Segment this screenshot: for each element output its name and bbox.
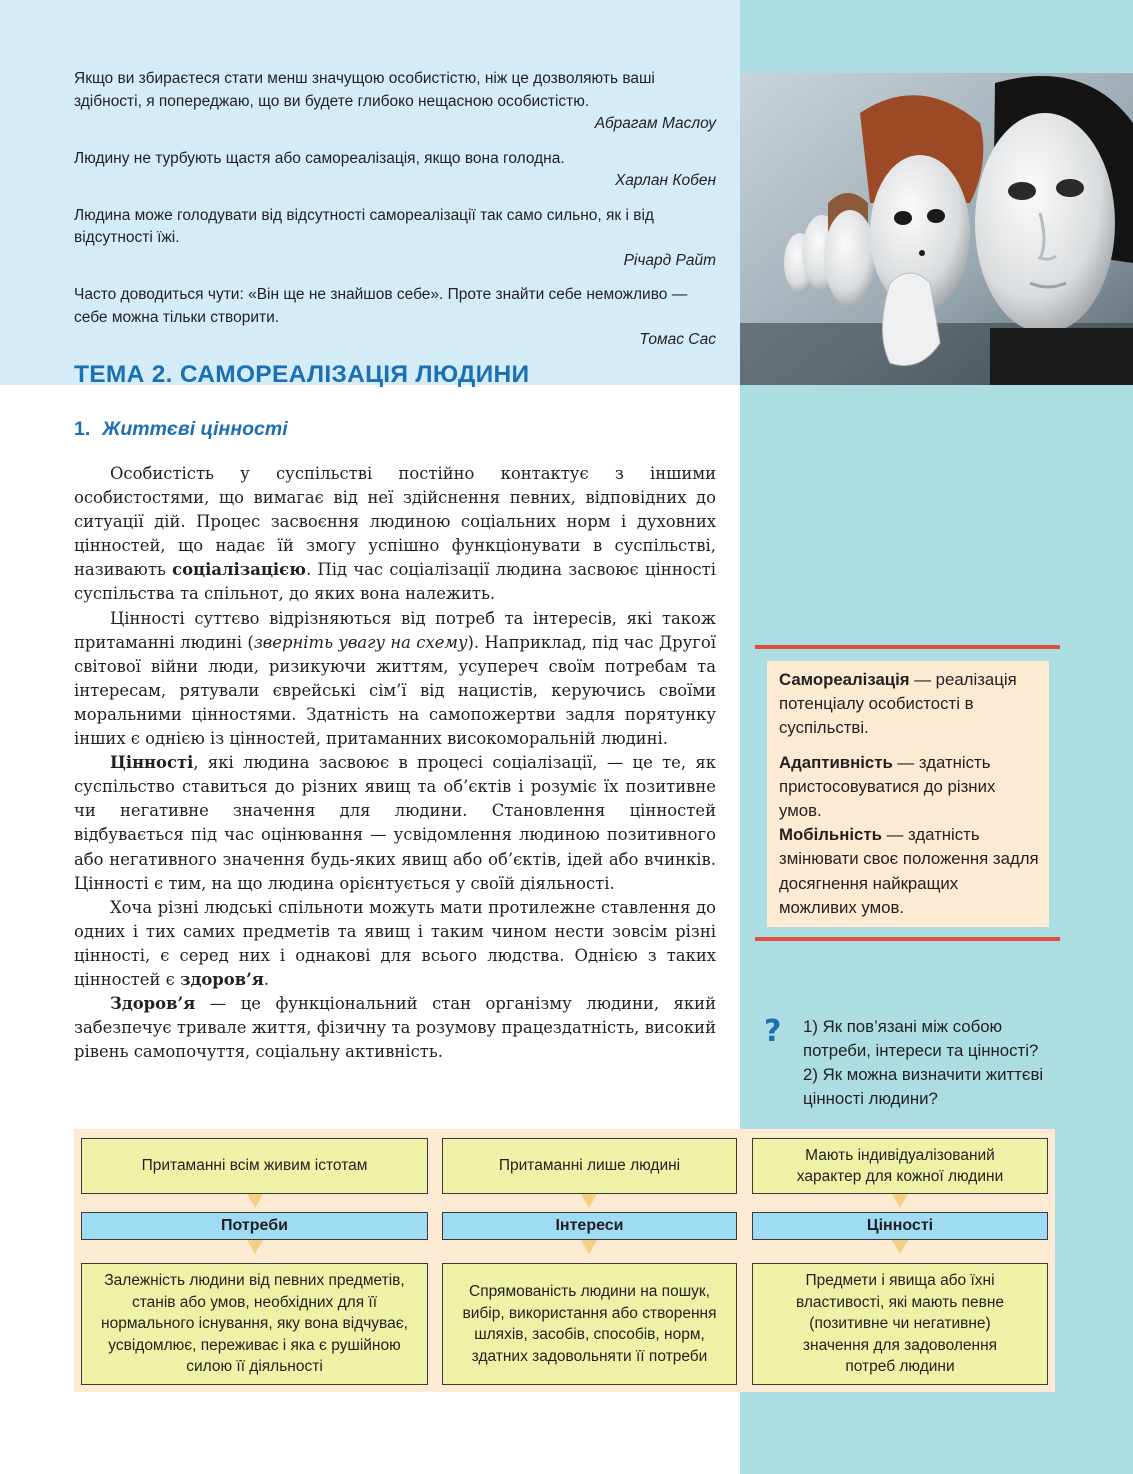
epigraph-quotes [74, 68, 716, 364]
paragraph [74, 751, 716, 896]
question-item: 1) Як пов’язані між собою потреби, інтереси та цінності? [803, 1017, 1039, 1060]
scheme-bottom-box: Залежність людини від певних предметів, станів або умов, необхідних для її нормального існування, яку вона відчуває, усвідомлює, переживає і яка є рушійною силою її діяльності [81, 1263, 428, 1385]
arrow-down-icon [581, 1240, 597, 1254]
text-run: . [263, 969, 270, 989]
scheme-reference: зверніть увагу на схему [253, 632, 468, 652]
arrow-down-icon [247, 1194, 263, 1208]
masks-photo [740, 73, 1133, 385]
term-health: здоров’я [179, 969, 264, 989]
arrow-down-icon [892, 1240, 908, 1254]
term-socialization: соціалізацією [172, 560, 306, 580]
quote [74, 205, 716, 273]
text-run: Цінності суттєво відрізняються від потреб та інтересів, які також притаманні людині ( [74, 608, 716, 652]
text-run: . Під час соціалізації людина засвоює цінності суспільства та спільнот, до яких вона належить. [74, 560, 716, 604]
quote-text: Якщо ви збираєтеся стати менш значущою особистістю, ніж це дозволяють ваші здібності, я попереджаю, що ви будете глибоко нещасною особистістю. [74, 70, 655, 110]
scheme-label-box: Інтереси [442, 1212, 737, 1240]
text-run: Хоча різні людські спільноти можуть мати протилежне ставлення до одних і тих самих предметів та явищ і таким чином нести зовсім різні цінності, є серед них і однакові для всього людства. Однією з таких цінностей є [74, 897, 716, 989]
arrow-down-icon [247, 1240, 263, 1254]
arrow-down-icon [581, 1194, 597, 1208]
term-values: Цінності [110, 753, 194, 773]
paragraph [74, 992, 716, 1064]
paragraph [74, 607, 716, 752]
text-run: — це функціональний стан організму людини, який забезпечує тривале життя, фізичну та розумову працездатність, високий рівень самопочуття, соціальну активність. [74, 994, 716, 1062]
quote-text: Людина може голодувати від відсутності самореалізації так само сильно, як і від відсутності їжі. [74, 206, 654, 246]
definition-text: — здатність змінювати своє положення задля досягнення найкращих можливих умов. [779, 825, 1039, 917]
definition-text: — здатність пристосовуватися до різних умов. [779, 752, 996, 821]
scheme-bottom-box: Предмети і явища або їхні властивості, які мають певне (позитивне чи негативне) значення для задоволення потреб людини [752, 1263, 1048, 1385]
quote-author: Річард Райт [623, 251, 716, 269]
definition [779, 823, 1039, 920]
text-run: , які людина засвоює в процесі соціалізації, — це те, як суспільство ставиться до різних явищ та об’єктів і розуміє їх позитивне чи негативне значення для людини. Становлення цінностей відбувається під час оцінювання — усвідомлення людиною позитивного або негативного значення будь-яких явищ або об’єктів, ідей або вчинків. Цінності є тим, на що людина орієнтується у своїй діяльності. [74, 753, 716, 893]
quote-author: Томас Сас [639, 331, 716, 348]
term-health-definition: Здоров’я [110, 994, 196, 1014]
text-run: ). Наприклад, під час Другої світової війни люди, ризикуючи життям, усупереч своїм потребам та інтересам, рятували єврейські сім’ї від нацистів, керуючись своїми моральними цінностями. Здатність на самопожертви задля порятунку інших є однією із цінностей, притаманних високоморальній людині. [74, 632, 716, 749]
text-run: Особистість у суспільстві постійно контактує з іншими особистостями, що вимагає від неї здійснення певних, відповідних до ситуації дій. Процес засвоєння людиною соціальних норм і духовних цінностей, що надає їй змогу успішно функціонувати в суспільстві, називають [74, 464, 716, 580]
arrow-down-icon [892, 1194, 908, 1208]
scheme-bottom-box: Спрямованість людини на пошук, вибір, використання або створення шляхів, засобів, способів, норм, здатних задовольняти її потреби [442, 1263, 737, 1385]
section-heading [74, 418, 288, 441]
definition-text: — реалізація потенціалу особистості в суспільстві. [779, 670, 1017, 738]
question-item: 2) Як можна визначити життєві цінності людини? [803, 1065, 1044, 1108]
topic-title: ТЕМА 2. САМОРЕАЛІЗАЦІЯ ЛЮДИНИ [74, 361, 530, 388]
section-title: Життєві цінності [102, 418, 288, 440]
definition-term: Адаптивність [779, 752, 893, 772]
definitions-box [767, 661, 1049, 927]
definition-term: Самореалізація [779, 670, 910, 689]
quote-text: Часто доводиться чути: «Він ще не знайшов себе». Проте знайти себе неможливо — себе можна тільки створити. [74, 286, 688, 326]
divider-line-bottom [755, 937, 1060, 941]
quote [74, 68, 716, 136]
definition [779, 751, 1039, 824]
review-questions [803, 1015, 1055, 1111]
scheme-label-box: Потреби [81, 1212, 428, 1240]
quote-author: Абрагам Маслоу [594, 115, 716, 132]
scheme-top-box: Притаманні лише людині [442, 1138, 737, 1194]
question-mark-icon: ? [764, 1014, 782, 1049]
quote [74, 148, 716, 193]
quote-text: Людину не турбують щастя або самореалізація, якщо вона голодна. [74, 149, 565, 167]
section-number: 1. [74, 418, 91, 440]
definition-term: Мобільність [779, 825, 882, 845]
quote [74, 284, 716, 352]
scheme-top-box: Притаманні всім живим істотам [81, 1138, 428, 1194]
paragraph [74, 462, 716, 607]
quote-author: Харлан Кобен [614, 172, 716, 189]
scheme-top-box: Мають індивідуалізований характер для кожної людини [752, 1138, 1048, 1194]
paragraph [74, 896, 716, 992]
main-text [74, 462, 716, 1064]
definition [779, 668, 1039, 741]
scheme-label-box: Цінності [752, 1212, 1048, 1240]
divider-line-top [755, 645, 1060, 649]
needs-interests-values-scheme [74, 1129, 1055, 1392]
